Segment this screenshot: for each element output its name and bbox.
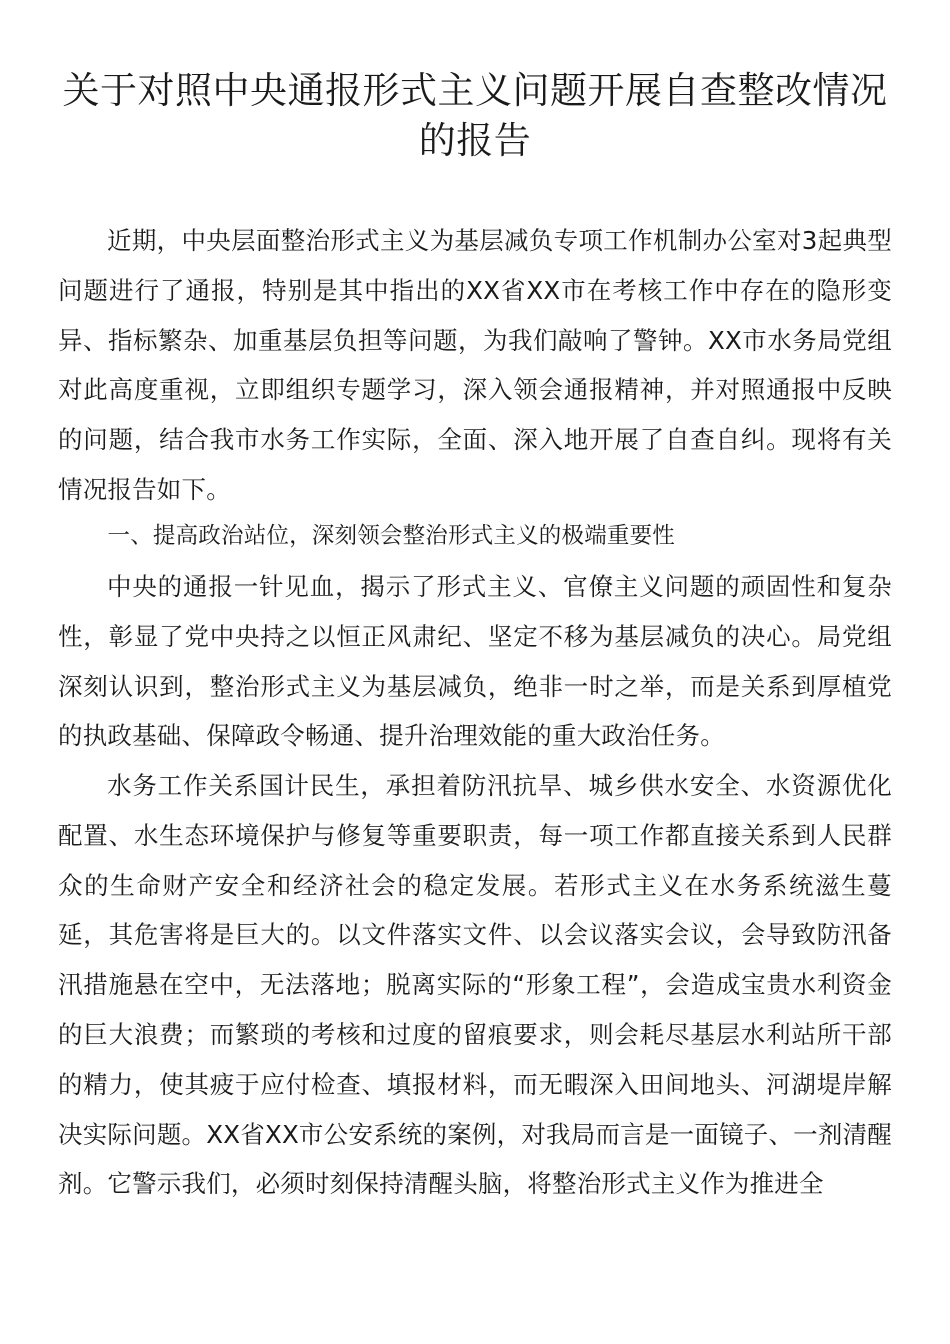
- section-heading-1: 一、提高政治站位，深刻领会整治形式主义的极端重要性: [107, 523, 676, 549]
- body-paragraph: 中央的通报一针见血，揭示了形式主义、官僚主义问题的顽固性和复杂性，彰显了党中央持之以恒正风肃纪、坚定不移为基层减负的决心。局党组深刻认识到，整治形式主义为基层减负，绝非一时之举，而是关系到厚植党的执政基础、保障政令畅通、提升治理效能的重大政治任务。: [58, 572, 892, 751]
- document-title: 关于对照中央通报形式主义问题开展自查整改情况的报告: [62, 69, 888, 162]
- intro-paragraph: 近期，中央层面整治形式主义为基层减负专项工作机制办公室对3起典型问题进行了通报，特别是其中指出的XX省XX市在考核工作中存在的隐形变异、指标繁杂、加重基层负担等问题，为我们敲响了警钟。XX市水务局党组对此高度重视，立即组织专题学习，深入领会通报精神，并对照通报中反映的问题，结合我市水务工作实际，全面、深入地开展了自查自纠。现将有关情况报告如下。: [58, 226, 892, 504]
- body-paragraph: 水务工作关系国计民生，承担着防汛抗旱、城乡供水安全、水资源优化配置、水生态环境保护与修复等重要职责，每一项工作都直接关系到人民群众的生命财产安全和经济社会的稳定发展。若形式主义在水务系统滋生蔓延，其危害将是巨大的。以文件落实文件、以会议落实会议，会导致防汛备汛措施悬在空中，无法落地；脱离实际的“形象工程”，会造成宝贵水利资金的巨大浪费；而繁琐的考核和过度的留痕要求，则会耗尽基层水利站所干部的精力，使其疲于应付检查、填报材料，而无暇深入田间地头、河湖堤岸解决实际问题。XX省XX市公安系统的案例，对我局而言是一面镜子、一剂清醒剂。它警示我们，必须时刻保持清醒头脑，将整治形式主义作为推进全: [58, 771, 892, 1199]
